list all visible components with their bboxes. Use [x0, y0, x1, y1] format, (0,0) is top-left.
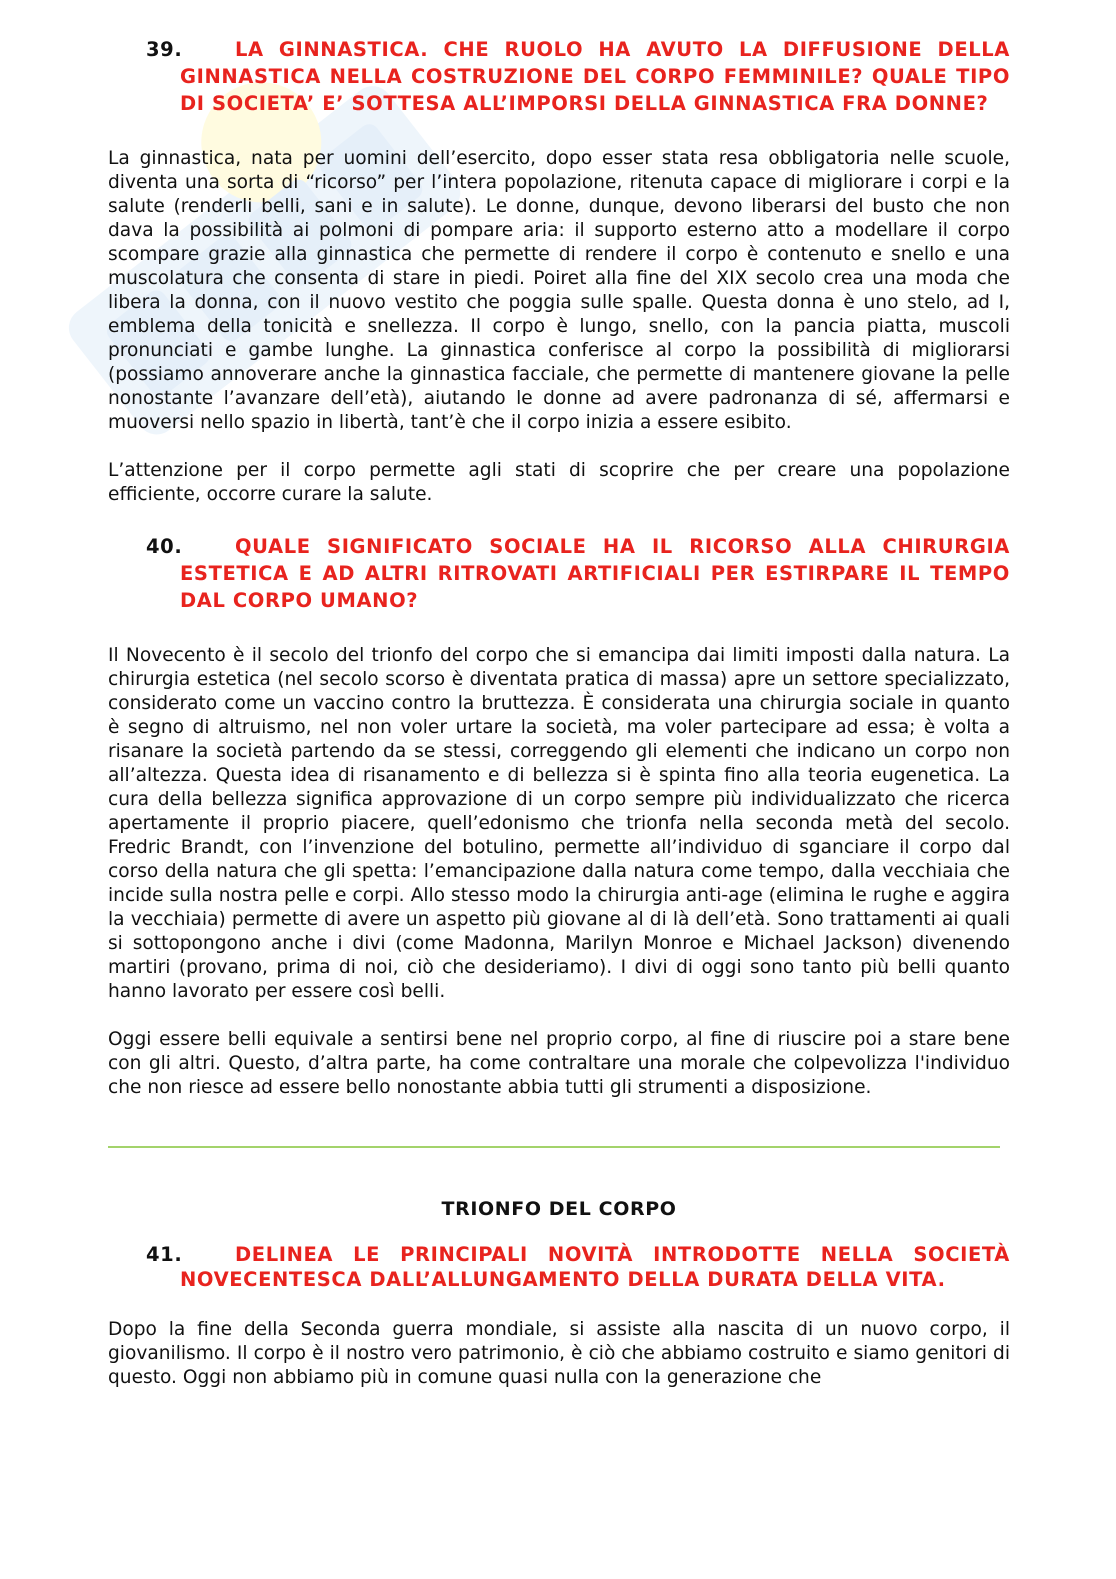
answer-paragraph: L’attenzione per il corpo permette agli stati di scoprire che per creare una popolazione efficiente, occorre curare la salute.	[108, 460, 1010, 505]
question-title: QUALE SIGNIFICATO SOCIALE HA IL RICORSO ALLA CHIRURGIA ESTETICA E AD ALTRI RITROVATI ARTIFICIALI PER ESTIRPARE IL TEMPO DAL CORPO UMANO?	[180, 535, 1010, 612]
question-39	[108, 36, 1010, 507]
answer-paragraph: Dopo la fine della Seconda guerra mondiale, si assiste alla nascita di un nuovo corpo, il giovanilismo. Il corpo è il nostro vero patrimonio, è ciò che abbiamo costruito e siamo genitori di questo. Oggi non abbiamo più in comune quasi nulla con la generazione che	[108, 1319, 1010, 1388]
section-title: TRIONFO DEL CORPO	[441, 1198, 677, 1220]
question-number: 40.	[146, 535, 183, 558]
answer-paragraph: La ginnastica, nata per uomini dell’esercito, dopo esser stata resa obbligatoria nelle scuole, diventa una sorta di “ricorso” per l’intera popolazione, ritenuta capace di migliorare i corpi e la salute (renderli belli, sani e in salute). Le donne, dunque, devono liberarsi del busto che non dava la possibilità ai polmoni di pompare aria: il supporto esterno atto a modellare il corpo scompare grazie alla ginnastica che permette di rendere il corpo è contenuto e snello e una muscolatura che consenta di stare in piedi. Poiret alla fine del XIX secolo crea una moda che libera la donna, con il nuovo vestito che poggia sulle spalle. Questa donna è uno stelo, ad I, emblema della tonicità e snellezza. Il corpo è lungo, snello, con la pancia piatta, muscoli pronunciati e gambe lunghe. La ginnastica conferisce al corpo la possibilità di migliorarsi (possiamo annoverare anche la ginnastica facciale, che permette di mantenere giovane la pelle nonostante l’avanzare dell’età), aiutando le donne ad avere padronanza di sé, affermarsi e muoversi nello spazio in libertà, tant’è che il corpo inizia a essere esibito.	[108, 148, 1010, 433]
question-40	[108, 533, 1010, 1100]
answer-paragraph: Oggi essere belli equivale a sentirsi bene nel proprio corpo, al fine di riuscire poi a stare bene con gli altri. Questo, d’altra parte, ha come contraltare una morale che colpevolizza l'individuo che non riesce ad essere bello nonostante abbia tutti gli strumenti a disposizione.	[108, 1029, 1010, 1098]
question-41	[108, 1242, 1010, 1390]
question-number: 39.	[146, 38, 183, 61]
document-page	[108, 36, 1010, 1390]
question-title: DELINEA LE PRINCIPALI NOVITÀ INTRODOTTE NELLA SOCIETÀ NOVECENTESCA DALL’ALLUNGAMENTO DELLA DURATA DELLA VITA.	[180, 1243, 1010, 1291]
answer-paragraph: Il Novecento è il secolo del trionfo del corpo che si emancipa dai limiti imposti dalla natura. La chirurgia estetica (nel secolo scorso è diventata pratica di massa) apre un settore specializzato, considerato come un vaccino contro la bruttezza. È considerata una chirurgia sociale in quanto è segno di altruismo, nel non voler urtare la società, ma voler partecipare ad essa; è volta a risanare la società partendo da se stessi, correggendo gli elementi che indicano un corpo non all’altezza. Questa idea di risanamento e di bellezza si è spinta fino alla teoria eugenetica. La cura della bellezza significa approvazione di un corpo sempre più individualizzato che ricerca apertamente il proprio piacere, quell’edonismo che trionfa nella seconda metà del secolo. Fredric Brandt, con l’invenzione del botulino, permette all’individuo di sganciare il corpo dal corso della natura che gli spetta: l’emancipazione dalla natura come tempo, dalla vecchiaia che incide sulla nostra pelle e corpi. Allo stesso modo la chirurgia anti-age (elimina le rughe e aggira la vecchiaia) permette di avere un aspetto più giovane al di là dell’età. Sono trattamenti ai quali si sottopongono anche i divi (come Madonna, Marilyn Monroe e Michael Jackson) divenendo martiri (provano, prima di noi, ciò che desideriamo). I divi di oggi sono tanto più belli quanto hanno lavorato per essere così belli.	[108, 645, 1010, 1002]
question-number: 41.	[146, 1243, 183, 1266]
question-title: LA GINNASTICA. CHE RUOLO HA AVUTO LA DIFFUSIONE DELLA GINNASTICA NELLA COSTRUZIONE DEL CORPO FEMMINILE? QUALE TIPO DI SOCIETA’ E’ SOTTESA ALL’IMPORSI DELLA GINNASTICA FRA DONNE?	[180, 38, 1010, 115]
